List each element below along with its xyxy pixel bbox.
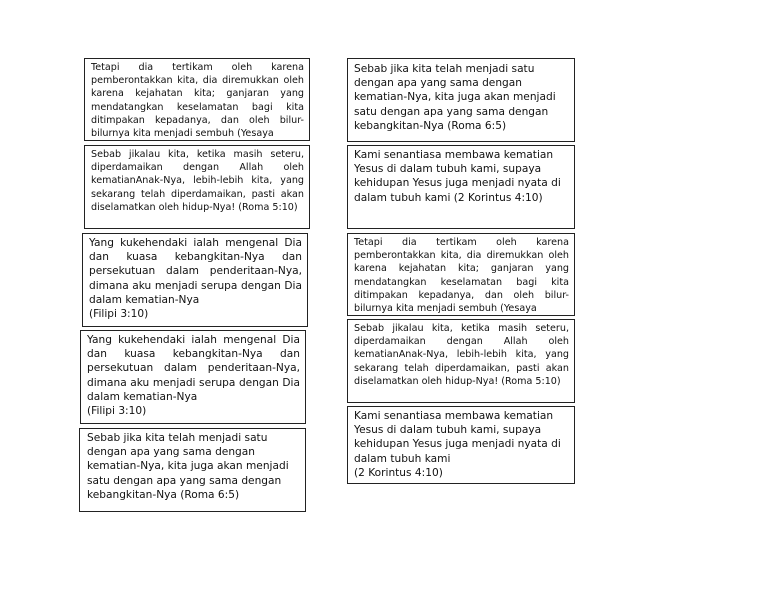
- verse-text: Sebab jika kita telah menjadi satu dengan apa yang sama dengan kematian-Nya, kita juga akan menjadi satu dengan apa yang sama dengan kebangkitan-Nya (Roma 6:5): [87, 432, 289, 501]
- verse-card-roma-6-5-left: [79, 428, 306, 512]
- verse-text: Kami senantiasa membawa kematian Yesus di dalam tubuh kami, supaya kehidupan Yesus juga menjadi nyata di dalam tubuh kami (2 Korintus 4:10): [354, 149, 561, 204]
- verse-text: Sebab jikalau kita, ketika masih seteru, diperdamaikan dengan Allah oleh kematianAnak-Nya, lebih-lebih kita, yang sekarang telah diperdamaikan, pasti akan diselamatkan oleh hidup-Nya! (Roma 5:10): [354, 323, 569, 387]
- verse-card-roma-6-5-right: [347, 58, 575, 142]
- verse-text: Sebab jika kita telah menjadi satu dengan apa yang sama dengan kematian-Nya, kita juga akan menjadi satu dengan apa yang sama dengan kebangkitan-Nya (Roma 6:5): [354, 63, 556, 132]
- verse-card-roma-5-10-left: [84, 145, 310, 229]
- verse-text: Kami senantiasa membawa kematian Yesus di dalam tubuh kami, supaya kehidupan Yesus juga menjadi nyata di dalam tubuh kami: [354, 410, 561, 465]
- verse-reference: (2 Korintus 4:10): [354, 466, 443, 479]
- verse-reference: (Filipi 3:10): [87, 405, 147, 418]
- verse-card-yesaya-left: [84, 58, 310, 141]
- verse-text: Yang kukehendaki ialah mengenal Dia dan kuasa kebangkitan-Nya dan persekutuan dalam penderitaan-Nya, dimana aku menjadi serupa dengan Dia dalam kematian-Nya: [87, 334, 300, 403]
- verse-card-yesaya-right: [347, 233, 575, 316]
- verse-text: Yang kukehendaki ialah mengenal Dia dan kuasa kebangkitan-Nya dan persekutuan dalam penderitaan-Nya, dimana aku menjadi serupa dengan Dia dalam kematian-Nya: [89, 237, 302, 306]
- verse-text: Tetapi dia tertikam oleh karena pemberontakkan kita, dia diremukkan oleh karena kejahatan kita; ganjaran yang mendatangkan keselamatan bagi kita ditimpakan kepadanya, dan oleh bilur-bilurnya kita menjadi sembuh (Yesaya: [354, 237, 569, 315]
- verse-text: Tetapi dia tertikam oleh karena pemberontakkan kita, dia diremukkan oleh karena kejahatan kita; ganjaran yang mendatangkan keselamatan bagi kita ditimpakan kepadanya, dan oleh bilur-bilurnya kita menjadi sembuh (Yesaya: [91, 62, 304, 140]
- verse-card-korintus-top: [347, 145, 575, 229]
- verse-card-roma-5-10-right: [347, 319, 575, 403]
- verse-card-filipi-top: [82, 233, 308, 327]
- verse-card-korintus-bottom: [347, 406, 575, 484]
- verse-reference: (Filipi 3:10): [89, 308, 149, 321]
- verse-text: Sebab jikalau kita, ketika masih seteru, diperdamaikan dengan Allah oleh kematianAnak-Nya, lebih-lebih kita, yang sekarang telah diperdamaikan, pasti akan diselamatkan oleh hidup-Nya! (Roma 5:10): [91, 149, 304, 213]
- verse-card-filipi-bottom: [80, 330, 306, 424]
